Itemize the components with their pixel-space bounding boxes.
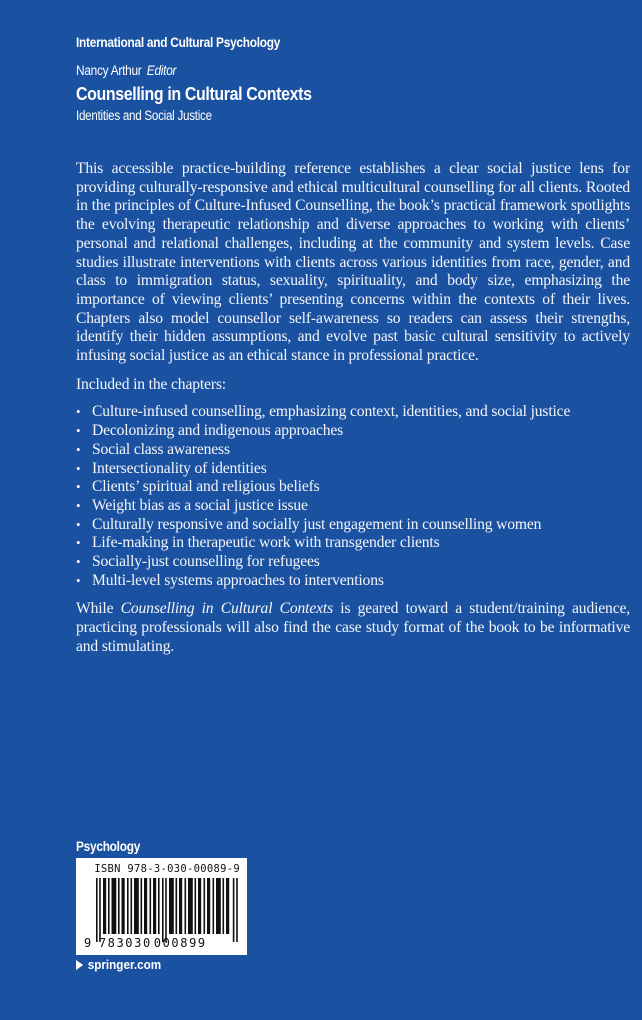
list-item <box>76 422 630 441</box>
barcode-left-digits: 783030 <box>98 936 152 950</box>
barcode-icon <box>96 878 238 942</box>
barcode-digits <box>84 936 207 950</box>
list-item <box>76 553 630 572</box>
isbn-label: ISBN 978-3-030-00089-9 <box>94 863 240 875</box>
play-arrow-icon <box>76 960 83 970</box>
chapter-label: Clients’ spiritual and religious beliefs <box>92 478 320 496</box>
closing-paragraph <box>76 600 630 656</box>
chapter-label: Culture-infused counselling, emphasizing context, identities, and social justice <box>92 403 571 421</box>
list-item <box>76 534 630 553</box>
list-item <box>76 460 630 479</box>
barcode-right-digits: 000899 <box>153 936 207 950</box>
publisher-link[interactable] <box>76 957 161 972</box>
closing-prefix: While <box>76 600 121 618</box>
closing-suffix: is geared toward a student/training audience, practicing professionals will also find the case study format of the book to be informative and stimulating. <box>76 600 630 655</box>
book-title: Counselling in Cultural Contexts <box>76 83 312 104</box>
series-name: International and Cultural Psychology <box>76 35 281 50</box>
chapter-label: Weight bias as a social justice issue <box>92 496 308 514</box>
editor-line <box>76 63 176 78</box>
chapter-label: Socially-just counselling for refugees <box>92 553 320 571</box>
list-item <box>76 403 630 422</box>
chapter-list <box>76 403 630 590</box>
chapter-label: Life-making in therapeutic work with transgender clients <box>92 534 440 552</box>
included-heading: Included in the chapters: <box>76 375 226 393</box>
description <box>76 160 630 657</box>
list-item <box>76 572 630 591</box>
bullet-icon: • <box>76 535 81 551</box>
chapter-label: Decolonizing and indigenous approaches <box>92 422 344 440</box>
bullet-icon: • <box>76 404 81 420</box>
editor-name: Nancy Arthur <box>76 63 142 78</box>
list-item <box>76 497 630 516</box>
chapter-label: Social class awareness <box>92 440 230 458</box>
list-item <box>76 516 630 535</box>
bullet-icon: • <box>76 479 81 495</box>
bullet-icon: • <box>76 497 81 513</box>
bullet-icon: • <box>76 441 81 457</box>
closing-book-title: Counselling in Cultural Contexts <box>120 600 334 618</box>
list-item <box>76 441 630 460</box>
editor-role: Editor <box>146 63 177 78</box>
bullet-icon: • <box>76 460 81 476</box>
intro-paragraph: This accessible practice-building reference establishes a clear social justice lens for providing culturally-responsive and ethical multicultural counselling for all clients. Rooted in the principles of Culture-Infused Counselling, the book’s practical framework spotlights the evolving therapeutic relationship and diverse approaches to working with clients’ personal and relational challenges, including at the community and system levels. Case studies illustrate interventions with clients across various identities from race, gender, and class to immigration status, sexuality, spirituality, and body size, emphasizing the importance of viewing clients’ presenting concerns within the contexts of their lives. Chapters also model counsellor self-awareness so readers can assess their strengths, identify their hidden assumptions, and evolve past basic cultural sensitivity to actively infusing social justice as an ethical stance in professional practice. <box>76 160 630 365</box>
subject-category: Psychology <box>76 839 141 854</box>
chapter-label: Multi-level systems approaches to interventions <box>92 571 384 589</box>
book-subtitle: Identities and Social Justice <box>76 108 212 123</box>
barcode-lead-digit: 9 <box>84 936 93 950</box>
bullet-icon: • <box>76 572 81 588</box>
bullet-icon: • <box>76 554 81 570</box>
publisher-url[interactable]: springer.com <box>87 957 162 972</box>
chapter-label: Culturally responsive and socially just engagement in counselling women <box>92 515 542 533</box>
bullet-icon: • <box>76 423 81 439</box>
chapter-label: Intersectionality of identities <box>92 459 267 477</box>
list-item <box>76 478 630 497</box>
bullet-icon: • <box>76 516 81 532</box>
isbn-barcode <box>76 858 247 955</box>
